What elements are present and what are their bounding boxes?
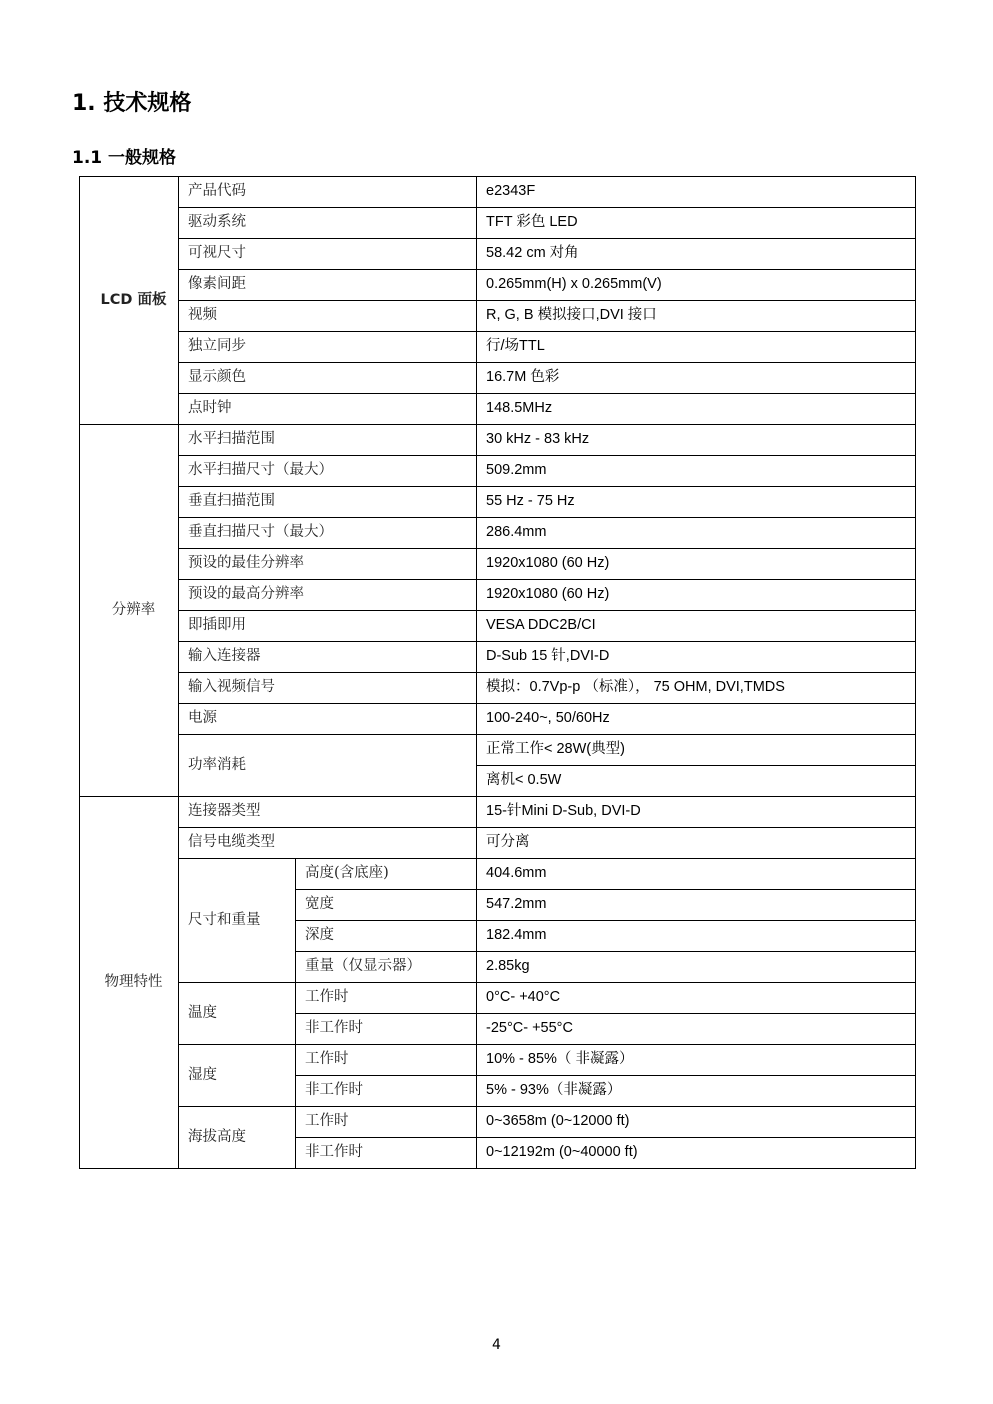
spec-value: 15-针Mini D-Sub, DVI-D <box>477 797 916 828</box>
category-physical: 物理特性 <box>80 797 179 1169</box>
table-row <box>80 177 916 208</box>
spec-value-power-normal: 正常工作< 28W(典型) <box>477 735 916 766</box>
spec-sublabel: 工作时 <box>296 1107 477 1138</box>
spec-label: 电源 <box>179 704 477 735</box>
spec-sublabel: 非工作时 <box>296 1014 477 1045</box>
spec-label: 显示颜色 <box>179 363 477 394</box>
table-row <box>80 487 916 518</box>
spec-label: 即插即用 <box>179 611 477 642</box>
spec-value: TFT 彩色 LED <box>477 208 916 239</box>
spec-label: 驱动系统 <box>179 208 477 239</box>
spec-sublabel: 深度 <box>296 921 477 952</box>
table-row <box>80 983 916 1014</box>
spec-label: 可视尺寸 <box>179 239 477 270</box>
spec-value: 182.4mm <box>477 921 916 952</box>
spec-label: 垂直扫描尺寸（最大） <box>179 518 477 549</box>
table-row <box>80 673 916 704</box>
table-row <box>80 735 916 766</box>
spec-label: 信号电缆类型 <box>179 828 477 859</box>
table-row <box>80 301 916 332</box>
spec-sublabel: 工作时 <box>296 983 477 1014</box>
spec-sublabel: 高度(含底座) <box>296 859 477 890</box>
section-title: 1.1 一般规格 <box>72 148 177 168</box>
spec-label: 水平扫描范围 <box>179 425 477 456</box>
spec-value: 55 Hz - 75 Hz <box>477 487 916 518</box>
table-row <box>80 208 916 239</box>
table-row <box>80 239 916 270</box>
spec-value: 0~12192m (0~40000 ft) <box>477 1138 916 1169</box>
spec-value: 509.2mm <box>477 456 916 487</box>
spec-value: 0°C- +40°C <box>477 983 916 1014</box>
spec-value: e2343F <box>477 177 916 208</box>
table-row <box>80 549 916 580</box>
spec-value: 58.42 cm 对角 <box>477 239 916 270</box>
spec-label: 输入连接器 <box>179 642 477 673</box>
spec-value: 0.265mm(H) x 0.265mm(V) <box>477 270 916 301</box>
table-row <box>80 580 916 611</box>
group-label-altitude: 海拔高度 <box>179 1107 296 1169</box>
spec-value: R, G, B 模拟接口,DVI 接口 <box>477 301 916 332</box>
spec-value: 30 kHz - 83 kHz <box>477 425 916 456</box>
spec-value: D-Sub 15 针,DVI-D <box>477 642 916 673</box>
page-number: 4 <box>492 1337 501 1353</box>
spec-value: 1920x1080 (60 Hz) <box>477 580 916 611</box>
spec-value: VESA DDC2B/CI <box>477 611 916 642</box>
table-row <box>80 394 916 425</box>
table-row <box>80 518 916 549</box>
category-resolution: 分辨率 <box>80 425 179 797</box>
table-row <box>80 456 916 487</box>
spec-label: 连接器类型 <box>179 797 477 828</box>
table-row <box>80 828 916 859</box>
spec-sublabel: 非工作时 <box>296 1076 477 1107</box>
table-row <box>80 642 916 673</box>
group-label-humidity: 湿度 <box>179 1045 296 1107</box>
table-row <box>80 1107 916 1138</box>
spec-value: 547.2mm <box>477 890 916 921</box>
table-row <box>80 363 916 394</box>
table-row <box>80 1045 916 1076</box>
spec-label: 像素间距 <box>179 270 477 301</box>
spec-value: 行/场TTL <box>477 332 916 363</box>
spec-value: -25°C- +55°C <box>477 1014 916 1045</box>
spec-label: 垂直扫描范围 <box>179 487 477 518</box>
table-row <box>80 611 916 642</box>
spec-label-power: 功率消耗 <box>179 735 477 797</box>
table-row <box>80 425 916 456</box>
spec-label: 预设的最高分辨率 <box>179 580 477 611</box>
category-lcd-panel: LCD 面板 <box>80 177 179 425</box>
spec-label: 水平扫描尺寸（最大） <box>179 456 477 487</box>
spec-value: 404.6mm <box>477 859 916 890</box>
spec-value: 可分离 <box>477 828 916 859</box>
spec-label: 点时钟 <box>179 394 477 425</box>
spec-label: 视频 <box>179 301 477 332</box>
spec-value: 5% - 93%（非凝露） <box>477 1076 916 1107</box>
group-label-temperature: 温度 <box>179 983 296 1045</box>
spec-value: 2.85kg <box>477 952 916 983</box>
spec-value: 16.7M 色彩 <box>477 363 916 394</box>
spec-value: 1920x1080 (60 Hz) <box>477 549 916 580</box>
spec-sublabel: 非工作时 <box>296 1138 477 1169</box>
spec-value: 286.4mm <box>477 518 916 549</box>
spec-value: 0~3658m (0~12000 ft) <box>477 1107 916 1138</box>
spec-label: 独立同步 <box>179 332 477 363</box>
spec-sublabel: 重量（仅显示器） <box>296 952 477 983</box>
spec-label: 产品代码 <box>179 177 477 208</box>
table-row <box>80 859 916 890</box>
spec-value: 100-240~, 50/60Hz <box>477 704 916 735</box>
spec-label: 输入视频信号 <box>179 673 477 704</box>
spec-sublabel: 工作时 <box>296 1045 477 1076</box>
spec-value: 模拟：0.7Vp-p （标准）， 75 OHM, DVI,TMDS <box>477 673 916 704</box>
spec-value: 10% - 85%（ 非凝露） <box>477 1045 916 1076</box>
table-row <box>80 332 916 363</box>
table-row <box>80 704 916 735</box>
spec-value: 148.5MHz <box>477 394 916 425</box>
page-title: 1. 技术规格 <box>72 91 192 116</box>
spec-sublabel: 宽度 <box>296 890 477 921</box>
spec-value-power-standby: 离机< 0.5W <box>477 766 916 797</box>
spec-table <box>79 176 916 1169</box>
group-label-dimensions: 尺寸和重量 <box>179 859 296 983</box>
spec-label: 预设的最佳分辨率 <box>179 549 477 580</box>
table-row <box>80 797 916 828</box>
table-row <box>80 270 916 301</box>
